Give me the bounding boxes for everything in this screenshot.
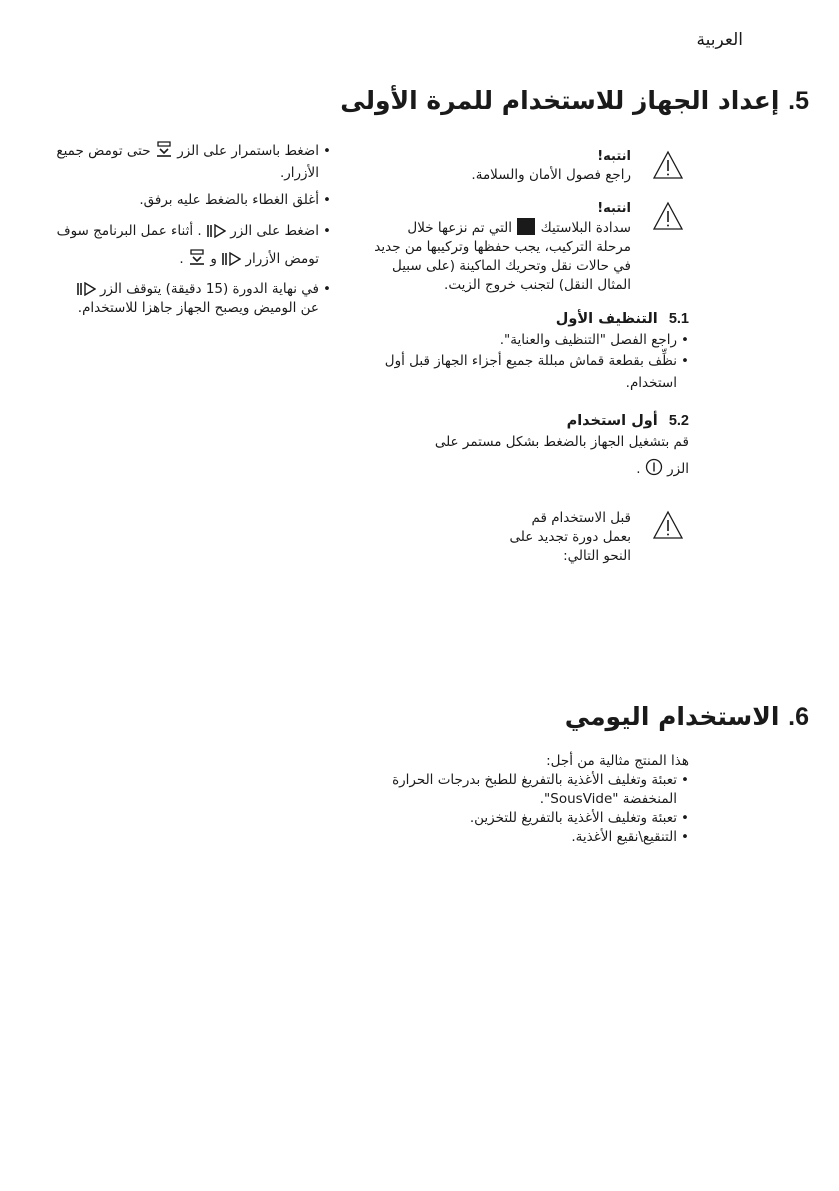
play-pause-icon [221, 252, 241, 266]
section-5-2-button-label: الزر [667, 461, 689, 477]
section-5-2-text-line1: قم بتشغيل الجهاز بالضغط بشكل مستمر على [434, 434, 689, 450]
section-5-1-list [369, 331, 689, 394]
step-1-text-part2: حتى تومض جميع الأزرار. [56, 143, 319, 181]
section-5-1-heading [369, 310, 689, 329]
warning-1-title: انتبه! [597, 149, 631, 164]
section-5-2-title: أول استخدام [566, 413, 658, 429]
play-pause-icon [206, 224, 226, 238]
section-5-number: 5. [788, 87, 809, 115]
section-6-body [369, 752, 689, 847]
warning-icon [652, 150, 684, 180]
section-5-2-text-end: . [636, 461, 641, 477]
step-3-text-part3: سوف تومض الأزرار [56, 223, 319, 267]
step-3-and: و [210, 251, 217, 267]
section-6-heading [565, 702, 809, 732]
left-column [56, 140, 331, 325]
power-button-icon [645, 458, 663, 476]
warning-icon [652, 201, 684, 231]
list-item: • تعبئة وتغليف الأغذية بالتفريغ للطبخ بدرجات الحرارة المنخفضة "SousVide". [369, 771, 689, 809]
warning-1-text: راجع فصول الأمان والسلامة. [471, 167, 631, 183]
list-item: • أغلق الغطاء بالضغط عليه برفق. [56, 191, 331, 210]
play-pause-icon [76, 282, 96, 296]
warning-1 [371, 147, 631, 185]
list-item [56, 280, 331, 318]
section-5-2 [369, 412, 689, 479]
step-3-text-part2: . أثناء عمل البرنامج [93, 223, 202, 239]
step-1-text-part1: اضغط باستمرار على الزر [177, 143, 319, 159]
list-item: • تعبئة وتغليف الأغذية بالتفريغ للتخزين. [369, 809, 689, 828]
section-5-2-heading [369, 412, 689, 431]
section-5-1 [369, 310, 689, 394]
list-item: • نظِّف بقطعة قماش مبللة جميع أجزاء الجهاز قبل أول استخدام. [369, 350, 689, 394]
section-6-list [369, 771, 689, 847]
section-5-2-number: 5.2 [668, 413, 689, 429]
section-6-intro: هذا المنتج مثالية من أجل: [546, 753, 689, 769]
warning-2-text-part1: سدادة البلاستيك [540, 220, 631, 236]
language-label: العربية [696, 30, 743, 50]
section-5-2-text-line2 [369, 458, 689, 479]
vacuum-seal-icon [155, 140, 173, 158]
left-steps-list [56, 140, 331, 318]
section-5-1-number: 5.1 [668, 311, 689, 327]
list-item [56, 217, 331, 273]
step-4-text-part1: في نهاية الدورة (15 دقيقة) يتوقف الزر [100, 281, 319, 297]
warning-2-text-part2: التي تم نزعها خلال مرحلة التركيب، يجب حفظها وتركيبها من جديد في حالات نقل وتحريك الماكينة (على سبيل المثال النقل) لتجنب خروج الزيت. [374, 220, 631, 293]
warning-2 [371, 199, 631, 295]
list-item: • راجع الفصل "التنظيف والعناية". [369, 331, 689, 350]
section-5-title: إعداد الجهاز للاستخدام للمرة الأولى [340, 86, 780, 115]
section-6-title: الاستخدام اليومي [564, 702, 780, 731]
section-5-1-title: التنظيف الأول [555, 311, 658, 327]
section-5-heading [340, 86, 809, 116]
list-item [56, 140, 331, 184]
warning-2-text [371, 218, 631, 295]
vacuum-seal-icon [188, 248, 206, 266]
list-item: • التنقيع\نقيع الأغذية. [369, 828, 689, 847]
step-4-text-part2: عن الوميض ويصبح الجهاز جاهزا للاستخدام. [77, 300, 319, 316]
step-3-text-part1: اضغط على الزر [230, 223, 319, 239]
note-text: قبل الاستخدام قم بعمل دورة تجديد على النحو التالي: [509, 510, 631, 564]
warning-2-title: انتبه! [597, 201, 631, 216]
plastic-plug-icon [517, 218, 535, 235]
warning-icon [652, 510, 684, 540]
step-3-end: . [179, 251, 184, 267]
section-6-number: 6. [788, 703, 809, 731]
